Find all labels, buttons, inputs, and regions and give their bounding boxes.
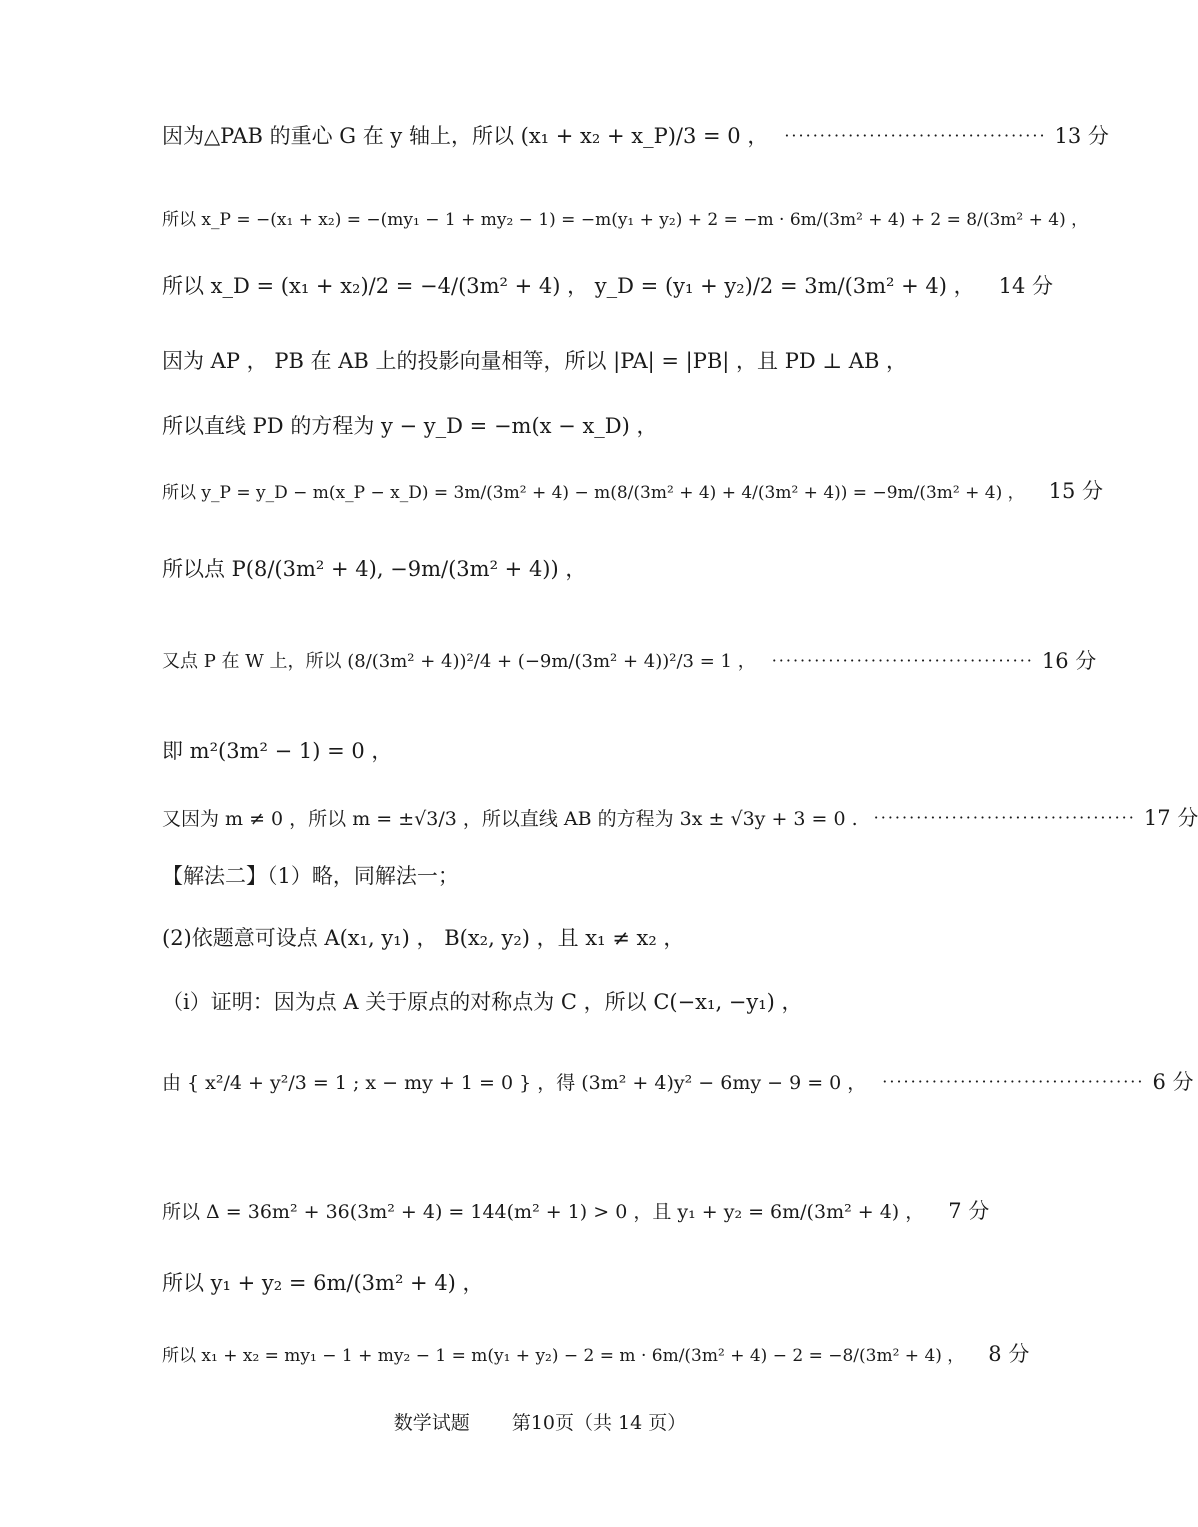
line-text: 所以 y₁ + y₂ = 6m/(3m² + 4) ， bbox=[162, 1271, 484, 1295]
line-text: 所以 x_P = −(x₁ + x₂) = −(my₁ − 1 + my₂ − 1) = −m(y₁ + y₂) + 2 = −m · 6m/(3m² + 4) + 2 = 8/(3m² + 4) ， bbox=[162, 210, 1089, 230]
line-16 bbox=[162, 1267, 962, 1297]
score-label: 15 分 bbox=[1048, 479, 1104, 503]
score-label: 7 分 bbox=[948, 1199, 990, 1223]
line-15 bbox=[162, 1195, 990, 1225]
line-text: 所以点 P(8/(3m² + 4), −9m/(3m² + 4)) ， bbox=[162, 557, 587, 581]
line-text: 又点 P 在 W 上，所以 (8/(3m² + 4))²/4 + (−9m/(3m² + 4))²/3 = 1 ， bbox=[162, 651, 756, 672]
line-text: 又因为 m ≠ 0 ，所以 m = ±√3/3 ，所以直线 AB 的方程为 3x ± √3y + 3 = 0 . bbox=[162, 807, 858, 830]
line-text: (2)依题意可设点 A(x₁, y₁) ， B(x₂, y₂) ，且 x₁ ≠ x₂ ， bbox=[162, 926, 685, 950]
line-text: （ⅰ）证明：因为点 A 关于原点的对称点为 C ，所以 C(−x₁, −y₁) ， bbox=[162, 990, 803, 1014]
line-text: 因为 AP ， PB 在 AB 上的投影向量相等，所以 |PA| = |PB| ，且 PD ⊥ AB ， bbox=[162, 349, 908, 373]
leader-dots: ····································· bbox=[784, 125, 1047, 145]
score-label: 13 分 bbox=[1054, 124, 1109, 148]
line-2 bbox=[162, 205, 1089, 230]
line-13 bbox=[162, 986, 962, 1016]
score-label: 6 分 bbox=[1152, 1070, 1194, 1094]
line-4 bbox=[162, 345, 962, 375]
line-text: 【解法二】（1）略，同解法一； bbox=[162, 864, 459, 888]
leader-dots: ····································· bbox=[771, 650, 1034, 670]
line-text: 所以 x₁ + x₂ = my₁ − 1 + my₂ − 1 = m(y₁ + y₂) − 2 = m · 6m/(3m² + 4) − 2 = −8/(3m² + 4) ， bbox=[162, 1345, 965, 1366]
line-text: 因为△PAB 的重心 G 在 y 轴上，所以 (x₁ + x₂ + x_P)/3 = 0 ， bbox=[162, 124, 769, 148]
line-text: 所以 x_D = (x₁ + x₂)/2 = −4/(3m² + 4) ， y_D = (y₁ + y₂)/2 = 3m/(3m² + 4) ， bbox=[162, 274, 975, 298]
line-text: 所以 y_P = y_D − m(x_P − x_D) = 3m/(3m² + 4) − m(8/(3m² + 4) + 4/(3m² + 4)) = −9m/(3m² + 4) ， bbox=[162, 482, 1025, 503]
footer-page-number: 第10页（共 14 页） bbox=[511, 1412, 687, 1434]
line-text: 由 { x²/4 + y²/3 = 1 ; x − my + 1 = 0 } ，得 (3m² + 4)y² − 6my − 9 = 0 ， bbox=[162, 1071, 867, 1094]
score-label: 16 分 bbox=[1041, 649, 1097, 673]
leader-dots: ····································· bbox=[882, 1071, 1145, 1091]
line-6 bbox=[162, 475, 1104, 505]
page-footer bbox=[0, 1408, 1080, 1435]
line-text: 所以直线 PD 的方程为 y − y_D = −m(x − x_D) ， bbox=[162, 414, 658, 438]
footer-subject: 数学试题 bbox=[393, 1412, 470, 1434]
line-1 bbox=[162, 120, 1109, 150]
line-9 bbox=[162, 735, 962, 765]
line-3 bbox=[162, 270, 1054, 300]
line-14 bbox=[162, 1066, 1194, 1096]
line-text: 即 m²(3m² − 1) = 0 ， bbox=[162, 739, 393, 763]
score-label: 17 分 bbox=[1143, 806, 1198, 830]
line-text: 所以 Δ = 36m² + 36(3m² + 4) = 144(m² + 1) > 0 ，且 y₁ + y₂ = 6m/(3m² + 4) ， bbox=[162, 1200, 925, 1223]
line-5 bbox=[162, 410, 962, 440]
score-label: 14 分 bbox=[998, 274, 1054, 298]
leader-dots: ····································· bbox=[873, 807, 1136, 827]
line-10 bbox=[162, 802, 1198, 832]
line-7 bbox=[162, 553, 962, 583]
line-12 bbox=[162, 922, 962, 952]
line-17 bbox=[162, 1338, 1030, 1368]
score-label: 8 分 bbox=[988, 1342, 1030, 1366]
line-8 bbox=[162, 645, 1097, 675]
line-11 bbox=[162, 860, 962, 890]
